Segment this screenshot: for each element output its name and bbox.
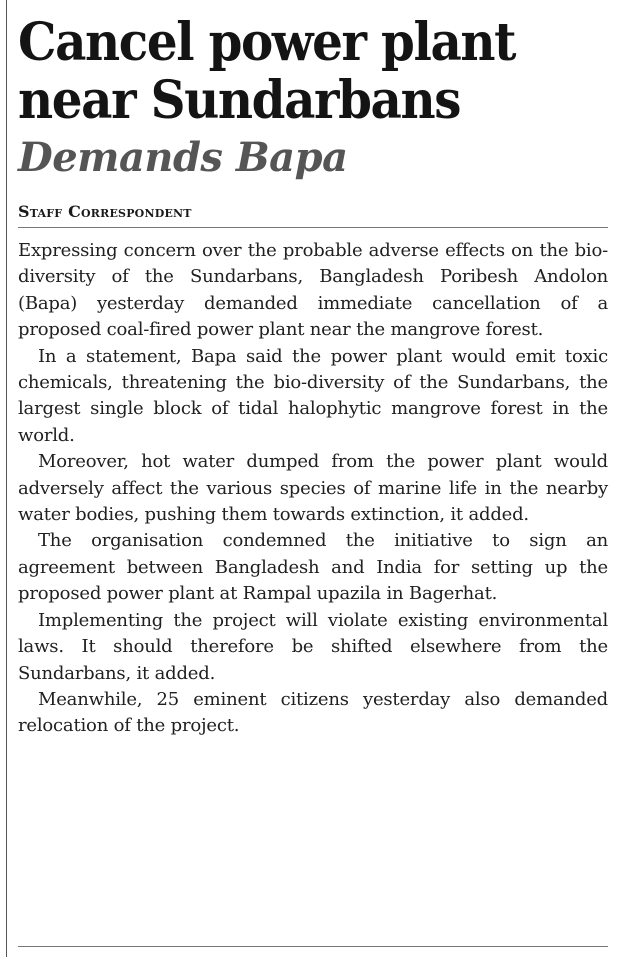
paragraph: Expressing concern over the probable adverse effects on the bio-diversity of the Sundarbans, Bangladesh Poribesh Andolon (Bapa) yesterday demanded immediate cancellation of a proposed coal-fired power plant near the mangrove forest.	[18, 240, 608, 341]
byline-divider	[18, 227, 608, 228]
news-article	[18, 0, 610, 740]
bottom-divider	[18, 946, 608, 947]
headline: Cancel power plant near Sundarbans	[18, 12, 516, 131]
column-divider	[6, 0, 7, 957]
subheadline: Demands Bapa	[18, 134, 348, 181]
article-body	[18, 238, 608, 740]
byline: Staff Correspondent	[18, 202, 192, 221]
paragraph: The organisation condemned the initiative to sign an agreement between Bangladesh and India for setting up the proposed power plant at Rampal upazila in Bagerhat.	[18, 530, 608, 605]
paragraph: In a statement, Bapa said the power plant would emit toxic chemicals, threatening the bio-diversity of the Sundarbans, the largest single block of tidal halophytic mangrove forest in the world.	[18, 345, 608, 446]
paragraph: Meanwhile, 25 eminent citizens yesterday also demanded relocation of the project.	[18, 688, 608, 737]
paragraph: Moreover, hot water dumped from the power plant would adversely affect the various species of marine life in the nearby water bodies, pushing them towards extinction, it added.	[18, 451, 608, 526]
paragraph: Implementing the project will violate existing environmental laws. It should therefore be shifted elsewhere from the Sundarbans, it added.	[18, 609, 608, 684]
